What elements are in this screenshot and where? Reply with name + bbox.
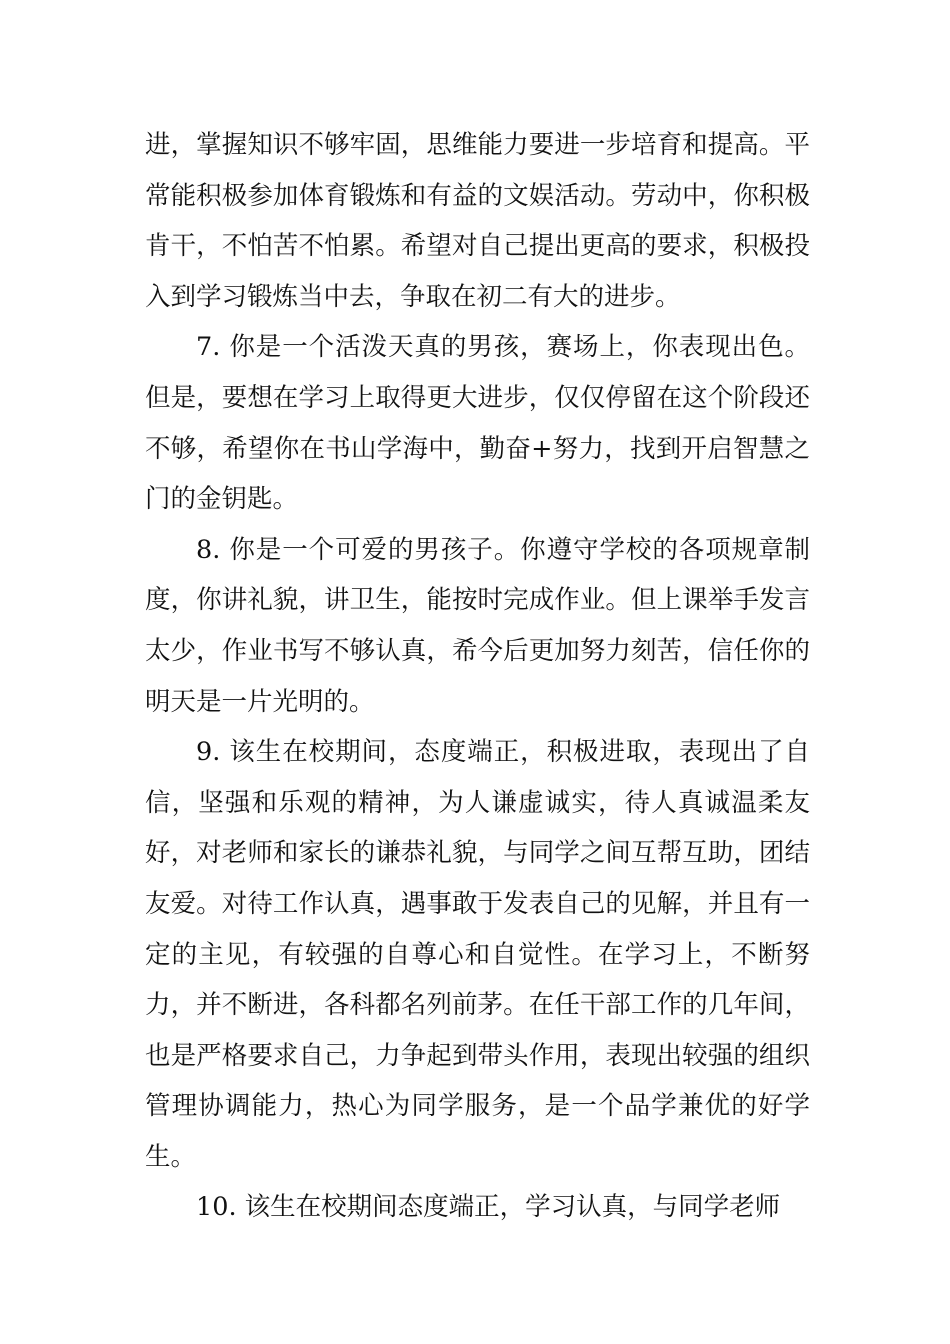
paragraph-item-7: 7. 你是一个活泼天真的男孩，赛场上，你表现出色。但是，要想在学习上取得更大进步，仅仅停留在这个阶段还不够，希望你在书山学海中，勤奋+努力，找到开启智慧之门的金钥匙。 — [145, 332, 810, 515]
paragraph-item-9: 9. 该生在校期间，态度端正，积极进取，表现出了自信，坚强和乐观的精神，为人谦虚诚实，待人真诚温柔友好，对老师和家长的谦恭礼貌，与同学之间互帮互助，团结友爱。对待工作认真，遇事敢于发表自己的见解，并且有一定的主见，有较强的自尊心和自觉性。在学习上，不断努力，并不断进，各科都名列前茅。在任干部工作的几年间，也是严格要求自己，力争起到带头作用，表现出较强的组织管理协调能力，热心为同学服务，是一个品学兼优的好学生。 — [145, 737, 810, 1172]
paragraph-continuation: 进，掌握知识不够牢固，思维能力要进一步培育和提高。平常能积极参加体育锻炼和有益的文娱活动。劳动中，你积极肯干，不怕苦不怕累。希望对自己提出更高的要求，积极投入到学习锻炼当中去，争取在初二有大的进步。 — [145, 130, 810, 312]
document-body — [145, 120, 810, 1233]
paragraph-item-10: 10. 该生在校期间态度端正，学习认真，与同学老师 — [196, 1192, 781, 1223]
paragraph-item-8: 8. 你是一个可爱的男孩子。你遵守学校的各项规章制度，你讲礼貌，讲卫生，能按时完成作业。但上课举手发言太少，作业书写不够认真，希今后更加努力刻苦，信任你的明天是一片光明的。 — [145, 534, 810, 717]
